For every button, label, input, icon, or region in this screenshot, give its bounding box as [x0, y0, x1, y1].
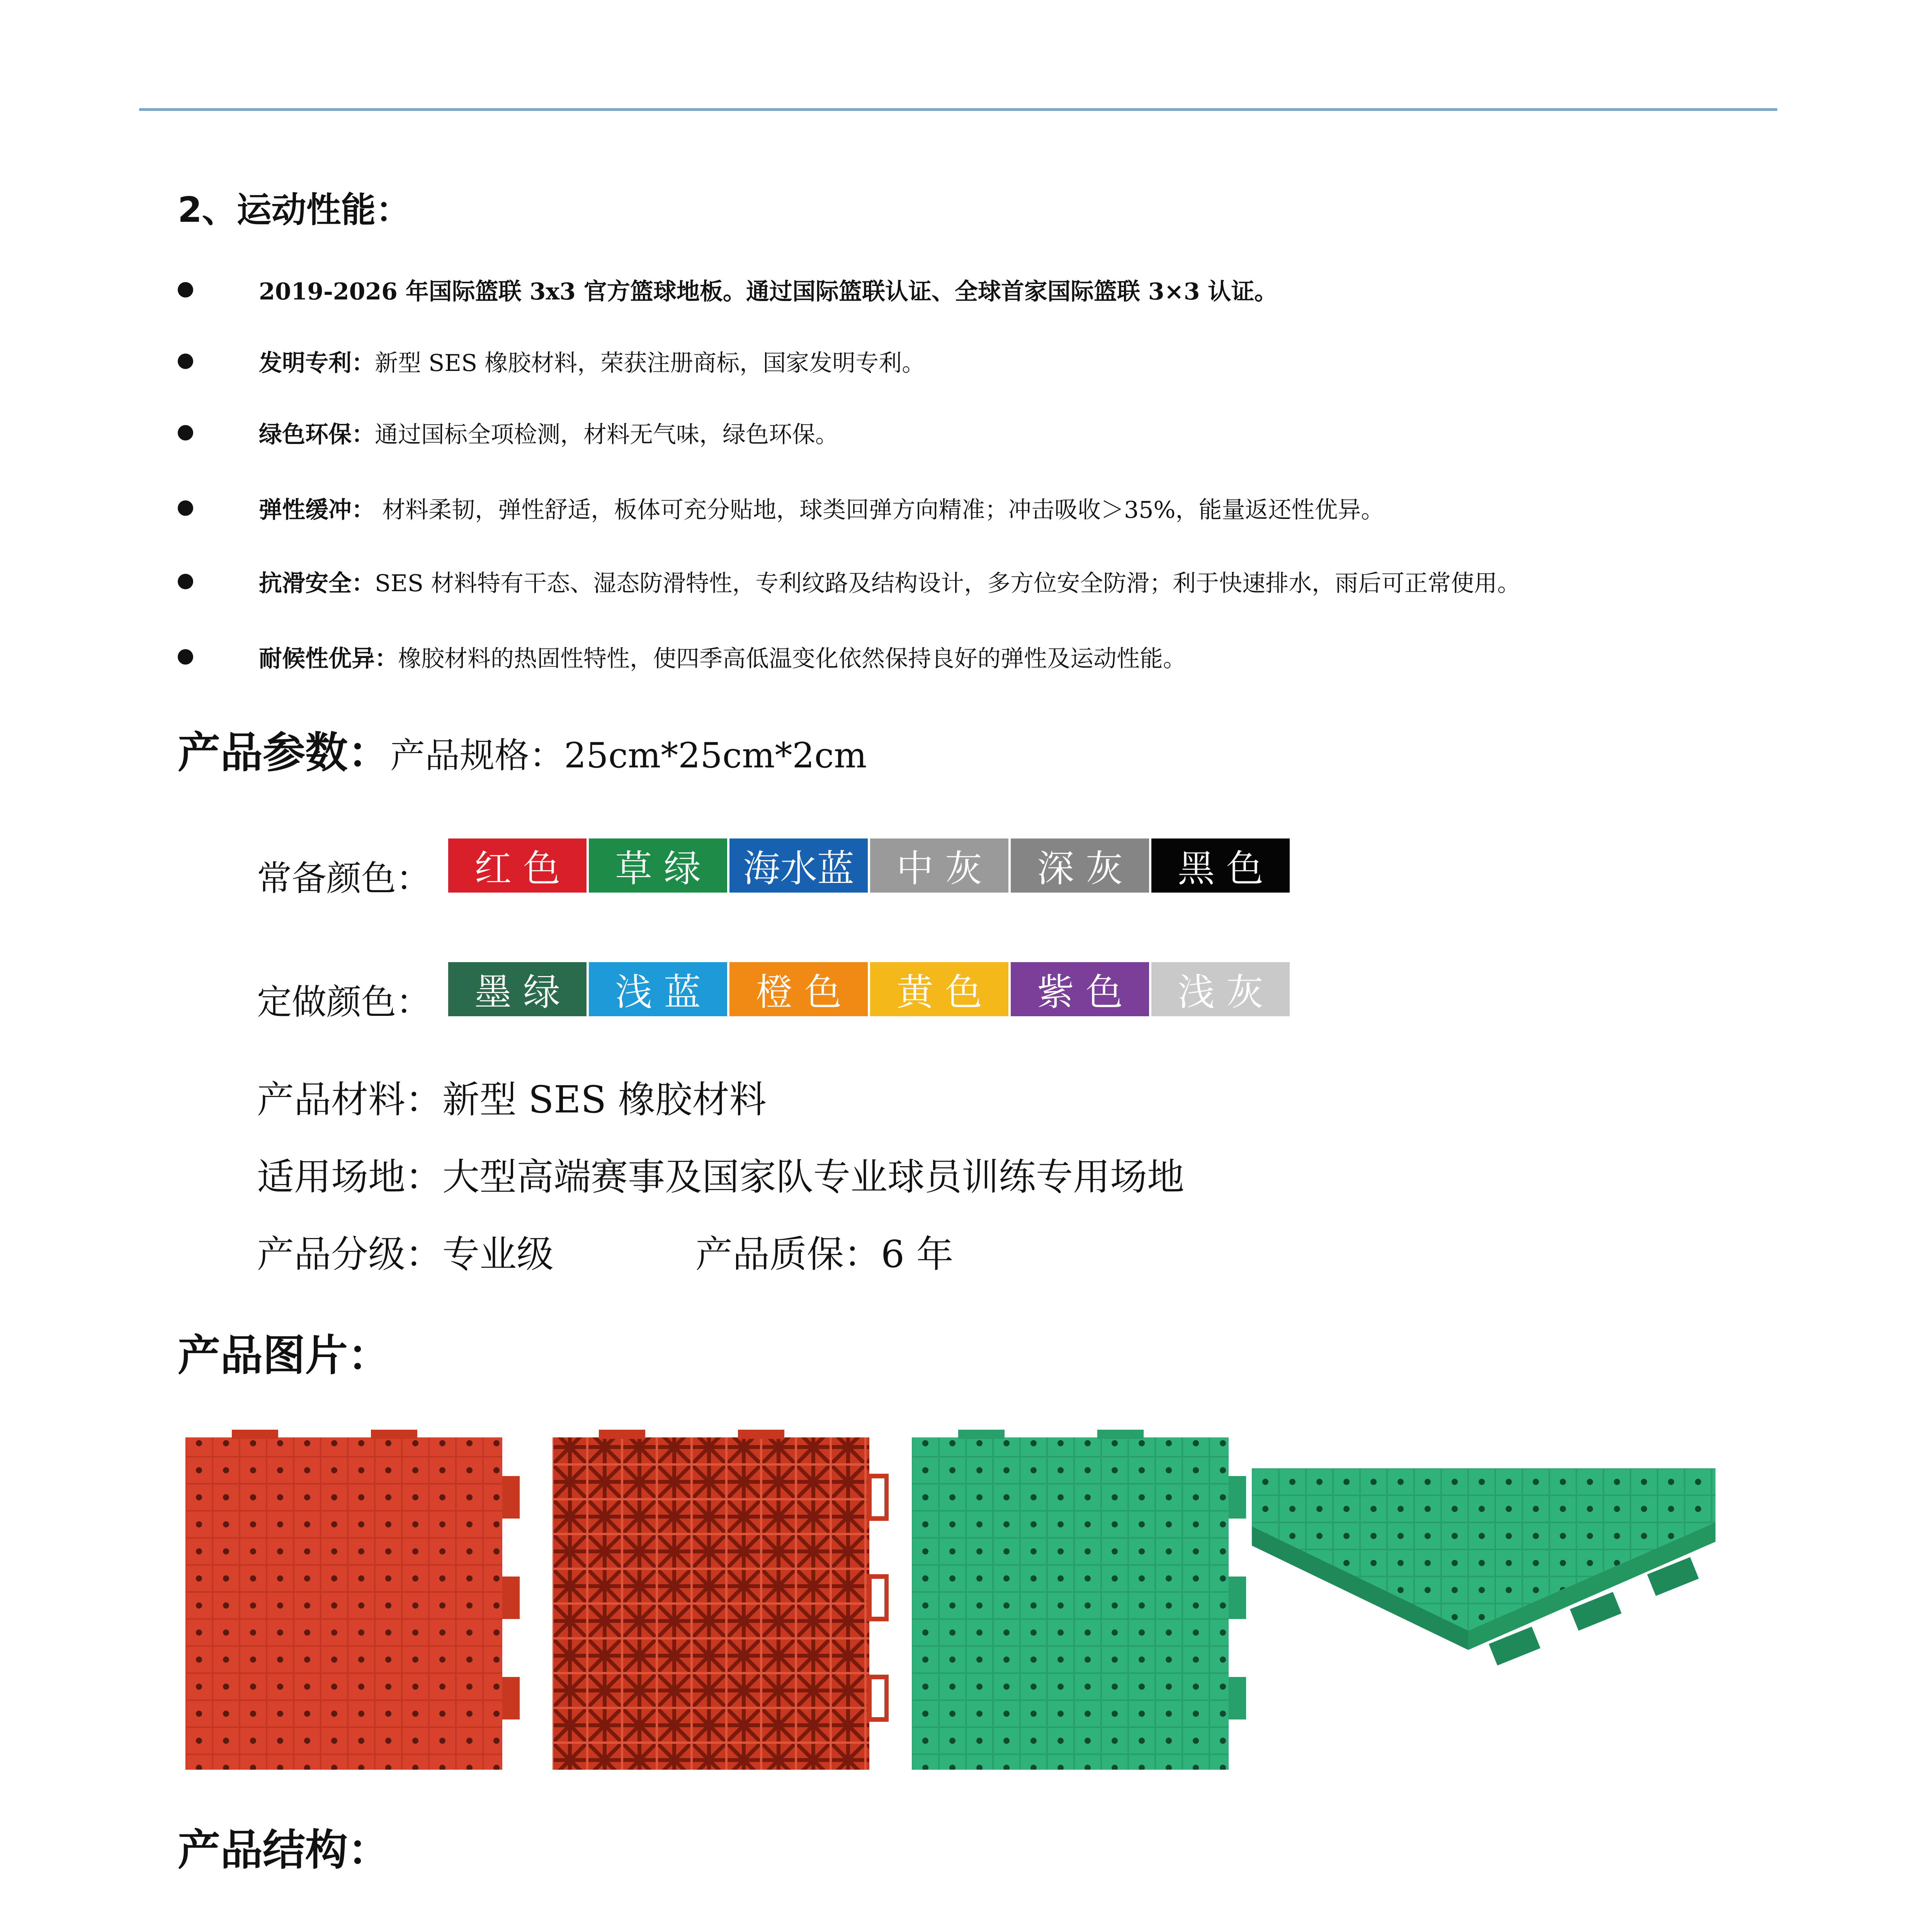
red-tile-top-image [185, 1430, 522, 1777]
swatch-sea-blue: 海水蓝 [729, 838, 868, 893]
section-performance-title: 2、运动性能： [178, 190, 411, 230]
standard-color-swatches [448, 838, 1292, 893]
bullet-dot-icon [178, 425, 193, 440]
swatch-black: 黑色 [1151, 838, 1290, 893]
red-tile-bottom-image [553, 1430, 889, 1777]
structure-title: 产品结构： [178, 1825, 390, 1875]
green-tile-top-image [912, 1430, 1248, 1777]
bullet-item: 绿色环保：通过国标全项检测，材料无气味，绿色环保。 [178, 410, 1839, 456]
swatch-light-blue: 浅蓝 [589, 962, 727, 1016]
swatch-dark-gray: 深灰 [1011, 838, 1149, 893]
swatch-red: 红色 [448, 838, 587, 893]
custom-colors-label: 定做颜色： [257, 982, 431, 1022]
swatch-grass-green: 草绿 [589, 838, 727, 893]
bullet-item: 抗滑安全：SES 材料特有干态、湿态防滑特性，专利纹路及结构设计，多方位安全防滑；利于快速排水，雨后可正常使用。 [178, 558, 1839, 605]
custom-color-swatches [448, 962, 1292, 1016]
bullet-dot-icon [178, 500, 193, 516]
bullet-dot-icon [178, 574, 193, 589]
bullet-dot-icon [178, 282, 193, 298]
params-row [178, 719, 867, 780]
params-title: 产品参数： [178, 728, 390, 777]
green-tile-angle-image [1252, 1468, 1715, 1700]
bullet-item: 发明专利：新型 SES 橡胶材料，荣获注册商标，国家发明专利。 [178, 338, 1839, 384]
bullet-item: 弹性缓冲： 材料柔韧，弹性舒适，板体可充分贴地，球类回弹方向精准；冲击吸收＞35%，能量返还性优异。 [178, 485, 1839, 531]
product-material: 产品材料：新型 SES 橡胶材料 [257, 1078, 767, 1121]
product-warranty: 产品质保：6 年 [695, 1233, 954, 1276]
swatch-ink-green: 墨绿 [448, 962, 587, 1016]
product-venue: 适用场地：大型高端赛事及国家队专业球员训练专用场地 [257, 1155, 1184, 1199]
swatch-orange: 橙色 [729, 962, 868, 1016]
standard-colors-label: 常备颜色： [257, 858, 431, 899]
bullet-item: 2019-2026 年国际篮联 3x3 官方篮球地板。通过国际篮联认证、全球首家国际篮联 3×3 认证。 [178, 267, 1839, 313]
product-grade: 产品分级：专业级 [257, 1233, 554, 1276]
bullet-dot-icon [178, 354, 193, 369]
swatch-mid-gray: 中灰 [870, 838, 1008, 893]
swatch-yellow: 黄色 [870, 962, 1008, 1016]
bullet-dot-icon [178, 649, 193, 665]
pictures-title: 产品图片： [178, 1331, 390, 1380]
bullet-item: 耐候性优异：橡胶材料的热固性特性，使四季高低温变化依然保持良好的弹性及运动性能。 [178, 634, 1839, 680]
product-spec: 产品规格：25cm*25cm*2cm [390, 735, 867, 776]
swatch-purple: 紫色 [1011, 962, 1149, 1016]
swatch-light-gray: 浅灰 [1151, 962, 1290, 1016]
header-rule [139, 108, 1777, 111]
